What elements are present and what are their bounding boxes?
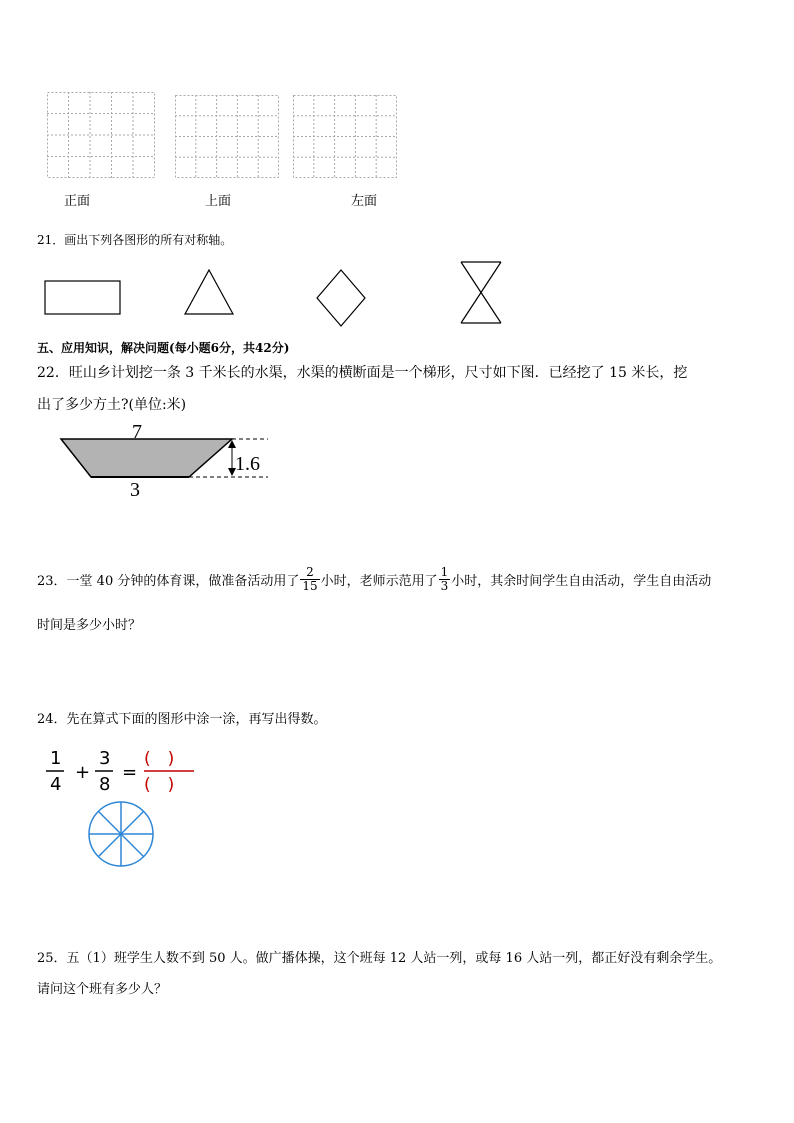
q25-line1: 25．五（1）班学生人数不到 50 人。做广播体操，这个班每 12 人站一列，或每 16 人站一列，都正好没有剩余学生。 bbox=[37, 951, 722, 966]
q21-text: 21．画出下列各图形的所有对称轴。 bbox=[37, 233, 233, 247]
q23-line1 bbox=[37, 566, 711, 593]
q21-rhombus[interactable] bbox=[315, 268, 367, 328]
q23-fraction-2: $\frac{1}{3}$ bbox=[440, 565, 449, 593]
section-5-title: 五、应用知识，解决问题(每小题6分，共42分) bbox=[37, 341, 290, 355]
q24-circle-eighths[interactable] bbox=[85, 800, 157, 868]
top-label: 7 bbox=[132, 421, 142, 443]
q23-line2: 时间是多少小时？ bbox=[37, 618, 142, 633]
q21-triangle[interactable] bbox=[183, 268, 235, 316]
q23-part1: 23．一堂 40 分钟的体育课，做准备活动用了 bbox=[37, 574, 300, 589]
q24-equation bbox=[40, 742, 210, 798]
q21-hourglass[interactable] bbox=[459, 260, 503, 326]
q22-line1: 22．旺山乡计划挖一条 3 千米长的水渠，水渠的横断面是一个梯形，尺寸如下图．已经挖了 15 米长，挖 bbox=[37, 365, 688, 381]
front-view-label: 正面 bbox=[64, 194, 91, 209]
equals-sign: = bbox=[122, 762, 138, 783]
q21-rectangle[interactable] bbox=[44, 280, 122, 316]
q22-line2: 出了多少方土?(单位:米) bbox=[37, 397, 187, 413]
q25-line2: 请问这个班有多少人？ bbox=[37, 982, 168, 997]
left-view-grid[interactable] bbox=[293, 95, 397, 178]
trapezoid-shape bbox=[61, 439, 232, 477]
top-view-grid[interactable] bbox=[175, 95, 279, 178]
plus-sign: + bbox=[75, 762, 91, 783]
height-label: 1.6 bbox=[235, 453, 260, 475]
answer-denominator: ( ) bbox=[144, 775, 175, 795]
a-numerator: 1 bbox=[50, 748, 62, 769]
b-denominator: 8 bbox=[99, 774, 111, 795]
left-view-label: 左面 bbox=[351, 194, 378, 209]
bottom-label: 3 bbox=[130, 479, 140, 501]
a-denominator: 4 bbox=[50, 774, 62, 795]
b-numerator: 3 bbox=[99, 748, 111, 769]
answer-numerator: ( ) bbox=[144, 749, 175, 769]
q22-trapezoid-figure[interactable] bbox=[55, 418, 285, 503]
q24-text: 24．先在算式下面的图形中涂一涂，再写出得数。 bbox=[37, 712, 327, 727]
q23-fraction-1: $\frac{2}{15}$ bbox=[302, 565, 318, 593]
q23-part2: 小时，老师示范用了 bbox=[320, 574, 438, 589]
top-view-label: 上面 bbox=[205, 194, 232, 209]
front-view-grid[interactable] bbox=[47, 92, 155, 178]
q23-part3: 小时，其余时间学生自由活动，学生自由活动 bbox=[451, 574, 712, 589]
